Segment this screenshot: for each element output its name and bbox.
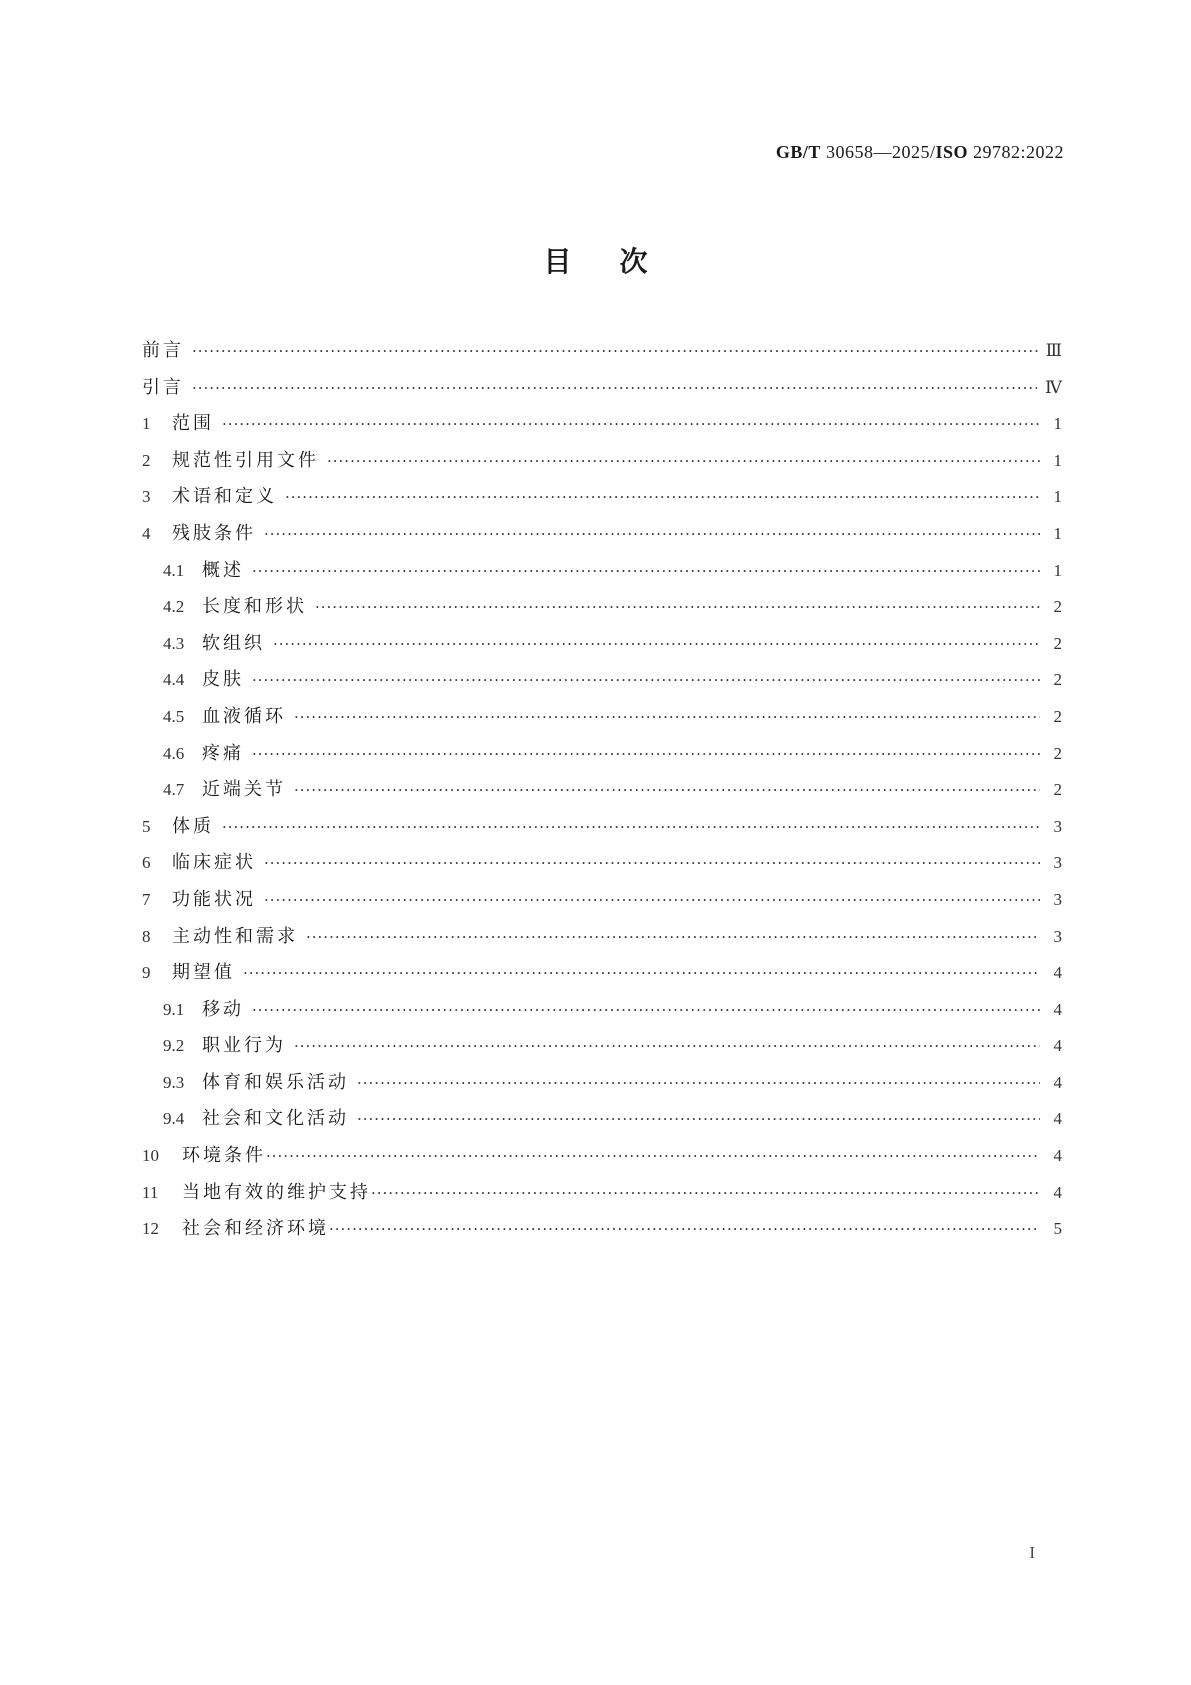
toc-entry-page: 3 [1053, 926, 1062, 946]
iso-number-text: 29782:2022 [972, 142, 1064, 162]
toc-entry-label: 血液循环 [202, 705, 286, 727]
toc-entry-label: 期望值 [172, 962, 235, 984]
toc-entry[interactable] [142, 995, 1062, 1032]
toc-entry[interactable] [142, 1031, 1062, 1068]
toc-entry-label: 引言 [142, 376, 184, 398]
toc-entry-page: 4 [1053, 999, 1062, 1019]
toc-entry-label: 疼痛 [202, 742, 244, 764]
iso-prefix: ISO [935, 142, 968, 162]
toc-entry-number: 4 [142, 523, 151, 543]
toc-entry-label: 皮肤 [202, 669, 244, 691]
table-of-contents [142, 336, 1062, 1251]
dot-leader [357, 1110, 1040, 1128]
toc-entry-label: 主动性和需求 [172, 925, 298, 947]
toc-entry-page: 3 [1053, 816, 1062, 836]
toc-entry-number: 4.2 [163, 597, 185, 617]
dot-leader [222, 818, 1040, 836]
toc-entry-label: 体质 [172, 815, 214, 837]
toc-entry[interactable] [142, 446, 1062, 483]
toc-entry-page: 2 [1053, 670, 1062, 690]
toc-entry-page: 3 [1053, 853, 1062, 873]
toc-entry[interactable] [142, 519, 1062, 556]
toc-entry-page: 1 [1053, 450, 1062, 470]
std-prefix: GB/T [775, 142, 821, 162]
toc-entry[interactable] [142, 629, 1062, 666]
toc-entry[interactable] [142, 848, 1062, 885]
toc-entry[interactable] [142, 1104, 1062, 1141]
toc-entry-number: 9.2 [163, 1036, 185, 1056]
dot-leader [327, 452, 1040, 470]
toc-entry-label: 软组织 [202, 632, 265, 654]
toc-entry[interactable] [142, 958, 1062, 995]
toc-entry-page: 2 [1053, 743, 1062, 763]
page-title: 目次 [543, 245, 696, 278]
toc-entry[interactable] [142, 739, 1062, 776]
dot-leader [315, 598, 1040, 616]
dot-leader [192, 379, 1037, 397]
toc-entry-label: 范围 [172, 413, 214, 435]
toc-entry-page: 2 [1053, 633, 1062, 653]
toc-entry-label: 功能状况 [172, 888, 256, 910]
toc-entry-label: 职业行为 [202, 1035, 286, 1057]
toc-entry-number: 12 [142, 1219, 159, 1239]
toc-entry[interactable] [142, 922, 1062, 959]
toc-entry-page: 4 [1053, 1182, 1062, 1202]
toc-entry-number: 6 [142, 853, 151, 873]
toc-entry-label: 临床症状 [172, 852, 256, 874]
toc-entry-number: 4.4 [163, 670, 185, 690]
dot-leader [192, 342, 1038, 360]
toc-entry-page: 2 [1053, 597, 1062, 617]
toc-entry-page: Ⅲ [1045, 341, 1062, 360]
toc-entry-number: 2 [142, 450, 151, 470]
dot-leader [222, 415, 1040, 433]
toc-entry-label: 残肢条件 [172, 522, 256, 544]
toc-entry[interactable] [142, 592, 1062, 629]
toc-entry-label: 前言 [142, 340, 184, 361]
toc-entry[interactable] [142, 482, 1062, 519]
toc-entry-page: 4 [1053, 963, 1062, 983]
dot-leader [252, 671, 1040, 689]
dot-leader [252, 745, 1040, 763]
dot-leader [371, 1184, 1040, 1202]
toc-entry[interactable] [142, 1068, 1062, 1105]
toc-entry[interactable] [142, 409, 1062, 446]
dot-leader [264, 525, 1040, 543]
standard-number [776, 142, 1064, 163]
toc-entry-number: 9 [142, 963, 151, 983]
toc-entry-label: 移动 [202, 998, 244, 1020]
toc-entry-label: 规范性引用文件 [172, 449, 319, 471]
dot-leader [252, 1001, 1040, 1019]
dot-leader [285, 488, 1040, 506]
toc-entry[interactable] [142, 812, 1062, 849]
toc-entry-page: 4 [1053, 1036, 1062, 1056]
dot-leader [357, 1074, 1040, 1092]
dot-leader [243, 964, 1040, 982]
toc-entry[interactable] [142, 1141, 1062, 1178]
toc-entry-number: 11 [142, 1182, 159, 1202]
toc-entry[interactable] [142, 373, 1062, 410]
dot-leader [294, 781, 1040, 799]
std-number-text: 30658—2025/ [825, 142, 936, 162]
toc-entry-label: 长度和形状 [202, 596, 307, 618]
dot-leader [252, 562, 1040, 580]
toc-entry-number: 4.5 [163, 706, 185, 726]
dot-leader [306, 928, 1040, 946]
toc-entry[interactable] [142, 702, 1062, 739]
toc-entry-number: 1 [142, 414, 151, 434]
toc-entry-label: 概述 [202, 559, 244, 581]
toc-entry[interactable] [142, 556, 1062, 593]
toc-entry-number: 7 [142, 889, 151, 909]
toc-entry-label: 体育和娱乐活动 [202, 1071, 349, 1093]
toc-entry-page: 5 [1053, 1219, 1062, 1239]
toc-entry-number: 4.6 [163, 743, 185, 763]
toc-entry-label: 环境条件 [182, 1145, 266, 1167]
toc-entry-number: 4.7 [163, 780, 185, 800]
toc-entry-label: 当地有效的维护支持 [182, 1181, 371, 1203]
toc-entry-label: 社会和文化活动 [202, 1108, 349, 1130]
dot-leader [294, 708, 1040, 726]
toc-entry-page: 4 [1053, 1146, 1062, 1166]
toc-entry[interactable] [142, 665, 1062, 702]
toc-entry[interactable] [142, 775, 1062, 812]
toc-entry-number: 4.3 [163, 633, 185, 653]
toc-entry-number: 9.1 [163, 999, 185, 1019]
toc-entry[interactable] [142, 1178, 1062, 1215]
page-number: I [1029, 1543, 1035, 1562]
toc-entry-page: 1 [1053, 560, 1062, 580]
toc-entry-page: 4 [1053, 1072, 1062, 1092]
toc-entry[interactable] [142, 336, 1062, 373]
toc-entry-page: 4 [1053, 1109, 1062, 1129]
toc-entry[interactable] [142, 885, 1062, 922]
toc-entry-page: 2 [1053, 780, 1062, 800]
toc-entry-page: 3 [1053, 889, 1062, 909]
toc-entry-page: Ⅳ [1045, 377, 1062, 397]
dot-leader [264, 891, 1040, 909]
toc-entry-page: 2 [1053, 706, 1062, 726]
dot-leader [329, 1220, 1040, 1238]
toc-entry-label: 近端关节 [202, 779, 286, 801]
dot-leader [264, 854, 1040, 872]
toc-entry-page: 1 [1053, 487, 1062, 507]
toc-entry-number: 9.3 [163, 1072, 185, 1092]
dot-leader [273, 635, 1040, 653]
toc-entry-number: 3 [142, 487, 151, 507]
toc-entry-page: 1 [1053, 414, 1062, 434]
toc-entry-number: 8 [142, 926, 151, 946]
toc-entry[interactable] [142, 1214, 1062, 1251]
dot-leader [294, 1037, 1040, 1055]
toc-entry-number: 5 [142, 816, 151, 836]
dot-leader [266, 1147, 1040, 1165]
toc-entry-label: 术语和定义 [172, 486, 277, 508]
toc-entry-page: 1 [1053, 523, 1062, 543]
toc-entry-number: 10 [142, 1146, 159, 1166]
toc-entry-number: 4.1 [163, 560, 185, 580]
toc-entry-label: 社会和经济环境 [182, 1218, 329, 1240]
toc-entry-number: 9.4 [163, 1109, 185, 1129]
